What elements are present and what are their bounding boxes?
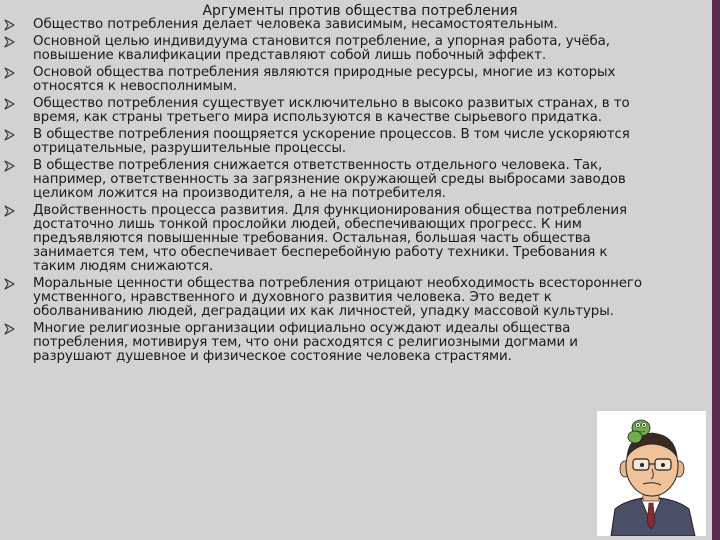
arrow-bullet-icon xyxy=(4,204,16,218)
list-item-text: В обществе потребления снижается ответственность отдельного человека. Так, например, ответственность за загрязнение окружающей среды выбросами заводов целиком ложится на производителя, а не на потребителя. xyxy=(33,158,626,201)
list-item-text: Основой общества потребления являются природные ресурсы, многие из которых относятся к невосполнимым. xyxy=(33,65,616,94)
list-item xyxy=(0,159,652,201)
arrow-bullet-icon xyxy=(4,322,16,336)
list-item-text: Моральные ценности общества потребления отрицают необходимость всестороннего умственного, нравственного и духовного развития человека. Это ведет к оболваниванию людей, деградации их как личностей, упадку массовой культуры. xyxy=(33,276,642,319)
list-item xyxy=(0,18,652,32)
arrow-bullet-icon xyxy=(4,97,16,111)
argument-list xyxy=(0,18,652,367)
list-item-text: Общество потребления существует исключительно в высоко развитых странах, в то время, как страны третьего мира используются в качестве сырьевого придатка. xyxy=(33,96,630,125)
list-item xyxy=(0,204,652,274)
side-accent-stripe xyxy=(712,0,720,540)
list-item-text: Общество потребления делает человека зависимым, несамостоятельным. xyxy=(33,17,558,32)
arrow-bullet-icon xyxy=(4,35,16,49)
list-item-text: Многие религиозные организации официально осуждают идеалы общества потребления, мотивируя тем, что они расходятся с религиозными догмами и разрушают душевное и физическое состояние человека страстями. xyxy=(33,321,578,364)
man-with-green-creature-icon xyxy=(597,411,706,536)
list-item xyxy=(0,277,652,319)
list-item-text: В обществе потребления поощряется ускорение процессов. В том числе ускоряются отрицательные, разрушительные процессы. xyxy=(33,127,630,156)
arrow-bullet-icon xyxy=(4,66,16,80)
page-title: Аргументы против общества потребления xyxy=(202,3,518,19)
arrow-bullet-icon xyxy=(4,159,16,173)
arrow-bullet-icon xyxy=(4,128,16,142)
list-item-text: Основной целью индивидуума становится потребление, а упорная работа, учёба, повышение квалификации представляют собой лишь побочный эффект. xyxy=(33,34,610,63)
list-item xyxy=(0,128,652,156)
list-item-text: Двойственность процесса развития. Для функционирования общества потребления достаточно лишь тонкой прослойки людей, обеспечивающих прогресс. К ним предъявляются повышенные требования. Остальная, большая часть общества занимается тем, что обеспечивает бесперебойную работу техники. Требования к таким людям снижаются. xyxy=(33,203,627,274)
list-item xyxy=(0,35,652,63)
list-item xyxy=(0,322,652,364)
list-item xyxy=(0,97,652,125)
list-item xyxy=(0,66,652,94)
arrow-bullet-icon xyxy=(4,277,16,291)
cartoon-illustration xyxy=(597,411,706,536)
arrow-bullet-icon xyxy=(4,18,16,32)
